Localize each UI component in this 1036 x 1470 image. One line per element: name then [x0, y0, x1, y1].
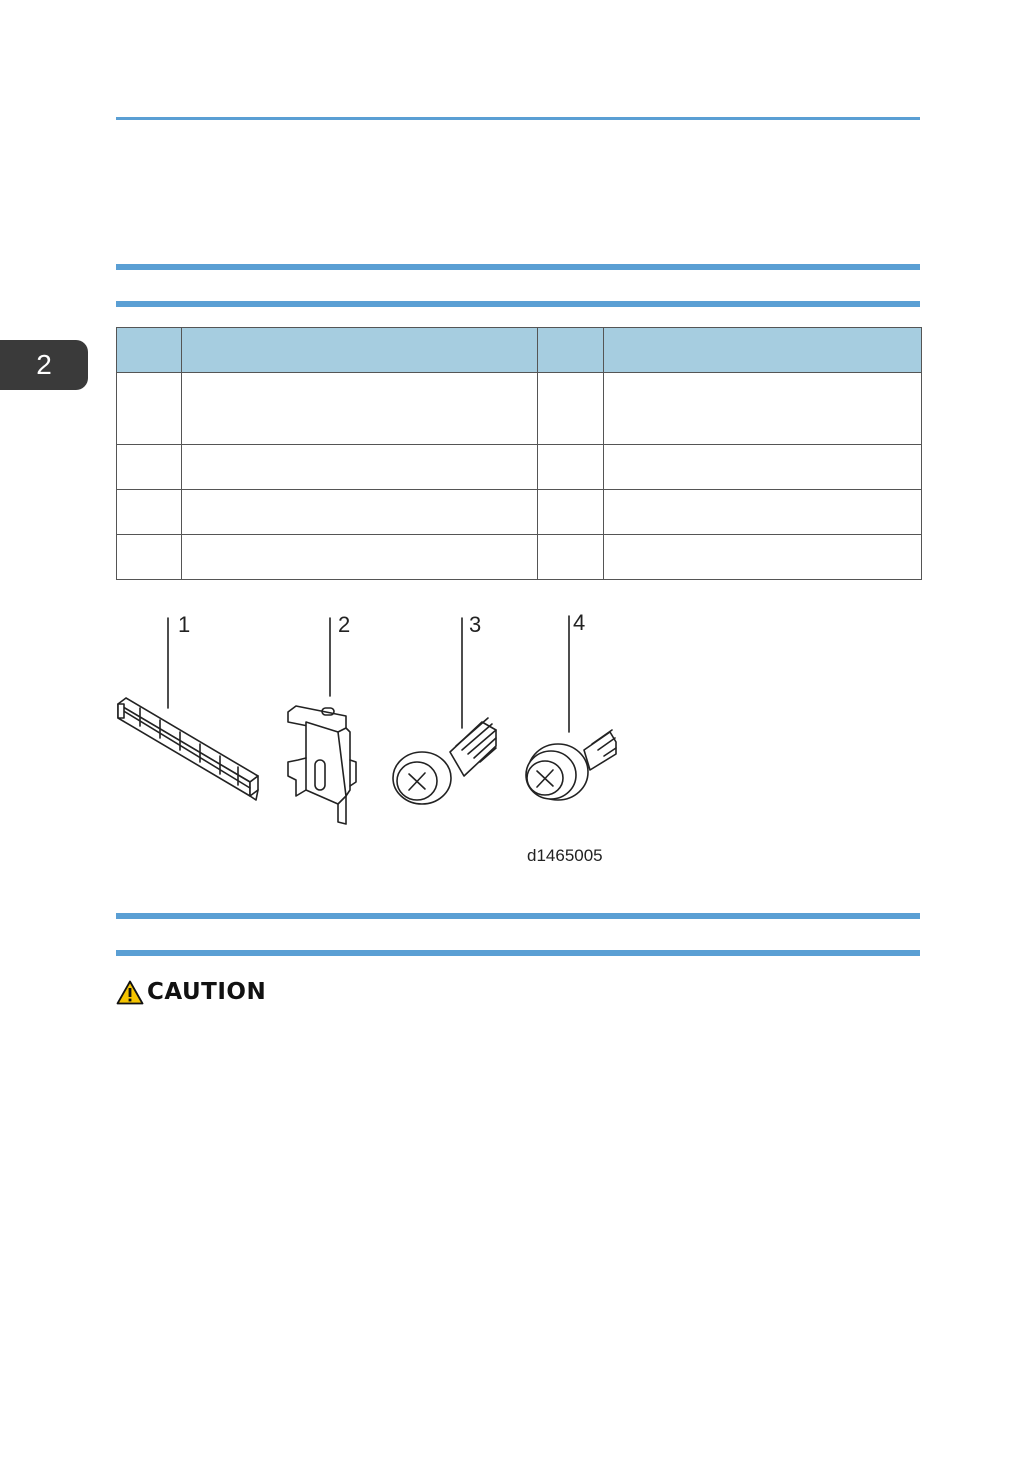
chapter-tab [0, 340, 88, 390]
warning-triangle-icon [116, 980, 144, 1005]
parts-table [116, 327, 922, 580]
col-header-no [117, 328, 182, 373]
bracket-part-icon [288, 706, 356, 824]
parts-illustration [100, 600, 640, 880]
short-screw-part-icon [526, 730, 616, 800]
col-header-qty [538, 328, 604, 373]
section-rule-bottom [116, 301, 920, 307]
long-screw-part-icon [393, 718, 496, 804]
table-header-row [117, 328, 922, 373]
callout-4: 4 [573, 610, 586, 635]
col-header-remarks [604, 328, 922, 373]
table-row [117, 535, 922, 580]
caution-heading [116, 978, 266, 1006]
table-row [117, 373, 922, 445]
callout-1: 1 [178, 612, 191, 637]
rail-part-icon [118, 698, 258, 800]
header-rule [116, 117, 920, 120]
caution-label: CAUTION [147, 979, 267, 1005]
table-row [117, 490, 922, 535]
section-rule-top [116, 264, 920, 270]
section-rule-bottom-2 [116, 950, 920, 956]
callout-3: 3 [469, 612, 482, 637]
figure-code: d1465005 [527, 846, 603, 865]
chapter-number: 2 [36, 349, 52, 380]
table-row [117, 445, 922, 490]
callout-2: 2 [338, 612, 351, 637]
section-rule-top-2 [116, 913, 920, 919]
col-header-description [182, 328, 538, 373]
